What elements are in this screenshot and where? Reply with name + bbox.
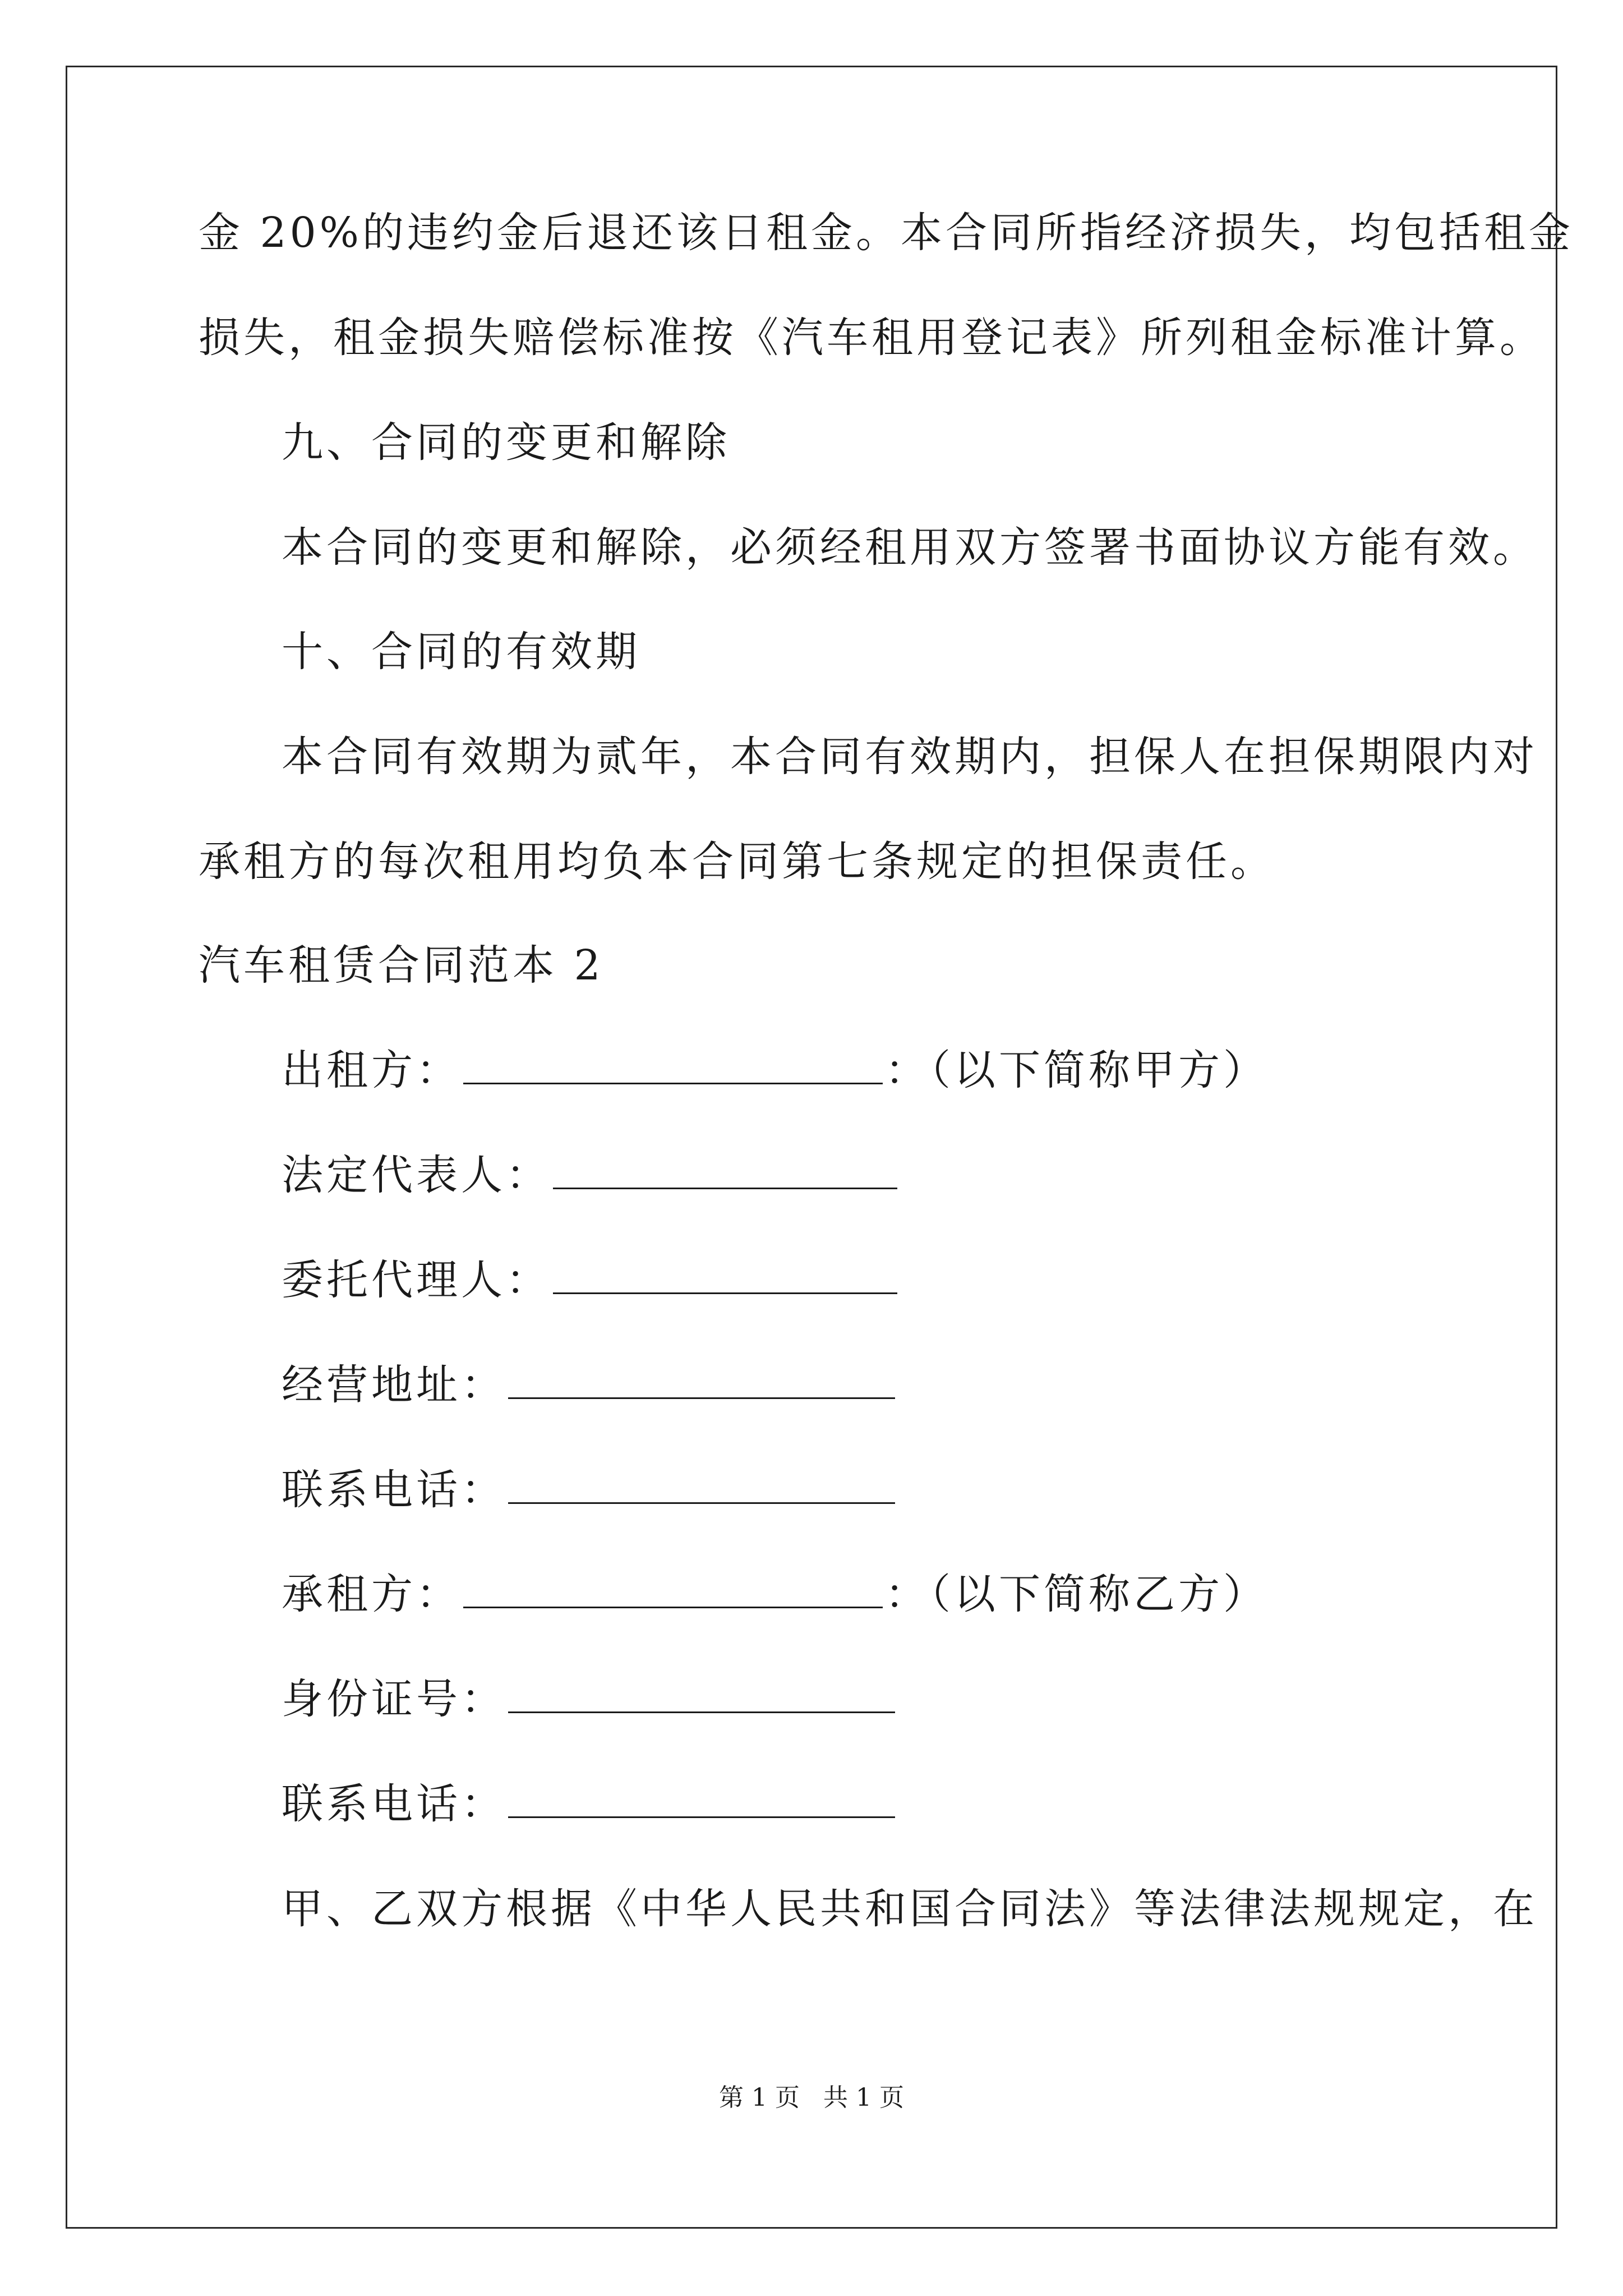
paragraph-line: 金 20%的违约金后退还该日租金。本合同所指经济损失，均包括租金 (199, 209, 1574, 257)
lessor-blank[interactable] (463, 1046, 883, 1084)
section-heading: 九、合同的变更和解除 (282, 418, 730, 467)
lessor-suffix: ：（以下简称甲方） (885, 1046, 1268, 1094)
address-field (282, 1360, 897, 1410)
lessor-label: 出租方： (282, 1046, 461, 1094)
address-blank[interactable] (508, 1360, 895, 1399)
id-number-label: 身份证号： (282, 1675, 506, 1723)
legal-rep-field (282, 1150, 900, 1200)
legal-rep-label: 法定代表人： (282, 1151, 551, 1199)
paragraph-line: 本合同的变更和解除，必须经租用双方签署书面协议方能有效。 (282, 523, 1538, 572)
paragraph-line: 甲、乙双方根据《中华人民共和国合同法》等法律法规规定，在 (282, 1885, 1538, 1933)
page-number: 第 1 页 共 1 页 (719, 2083, 904, 2112)
phone-blank[interactable] (508, 1465, 895, 1504)
lessee-field (282, 1569, 1268, 1619)
paragraph-line: 本合同有效期为贰年，本合同有效期内，担保人在担保期限内对 (282, 733, 1538, 781)
lessee-suffix: ：（以下简称乙方） (885, 1570, 1268, 1618)
lessee-phone-field (282, 1779, 897, 1829)
document-title: 汽车租赁合同范本 2 (199, 941, 604, 990)
legal-rep-blank[interactable] (553, 1151, 897, 1189)
agent-field (282, 1255, 900, 1305)
address-label: 经营地址： (282, 1361, 506, 1409)
lessor-field (282, 1045, 1268, 1096)
lessee-phone-label: 联系电话： (282, 1780, 506, 1828)
lessee-blank[interactable] (463, 1570, 883, 1608)
paragraph-line: 承租方的每次租用均负本合同第七条规定的担保责任。 (199, 838, 1275, 886)
paragraph-line: 损失，租金损失赔偿标准按《汽车租用登记表》所列租金标准计算。 (199, 314, 1544, 362)
phone-label: 联系电话： (282, 1466, 506, 1514)
id-number-field (282, 1674, 897, 1724)
phone-field (282, 1465, 897, 1515)
lessee-label: 承租方： (282, 1570, 461, 1618)
id-number-blank[interactable] (508, 1674, 895, 1713)
agent-blank[interactable] (553, 1255, 897, 1294)
section-heading: 十、合同的有效期 (282, 628, 640, 676)
agent-label: 委托代理人： (282, 1256, 551, 1304)
lessee-phone-blank[interactable] (508, 1779, 895, 1818)
